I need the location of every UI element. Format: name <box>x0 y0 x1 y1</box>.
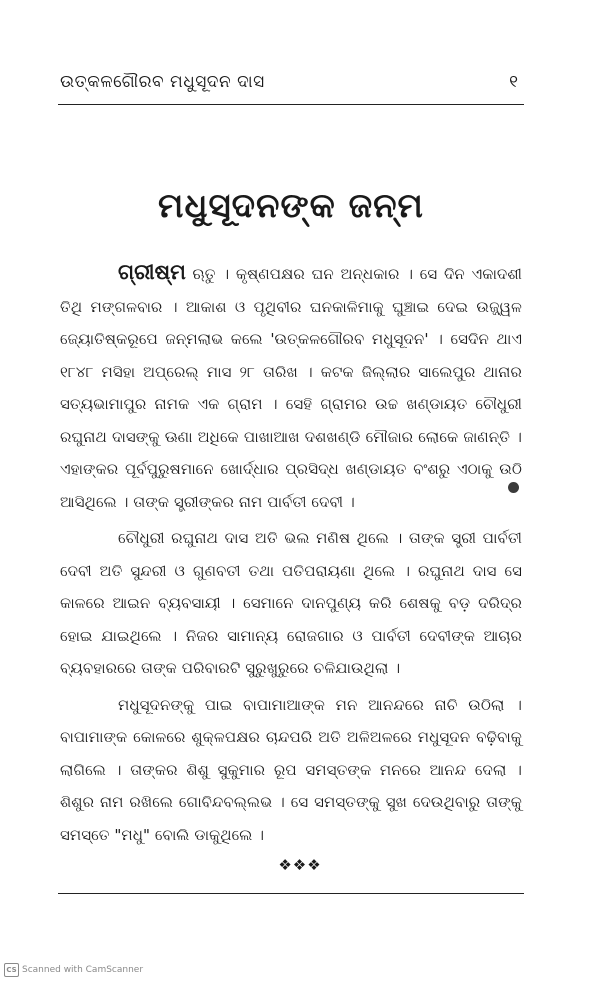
footer-rule <box>58 893 524 894</box>
body-text <box>60 256 522 851</box>
paragraph-text: ଚୌଧୁରୀ ରଘୁନାଥ ଦାସ ଅତି ଭଲ ମଣିଷ ଥିଲେ । ତାଙ୍କ ସ୍ତ୍ରୀ ପାର୍ବତୀ ଦେବୀ ଅତି ସୁନ୍ଦରୀ ଓ ଗୁଣବତୀ ତଥା ପତିପରାୟଣା ଥିଲେ । ରଘୁନାଥ ଦାସ ସେ କାଳରେ ଆଇନ ବ୍ୟବସାୟୀ । ସେମାନେ ଦାନପୁଣ୍ୟ କରି ଶେଷକୁ ବଡ଼ ଦରିଦ୍ର ହୋଇ ଯାଇଥିଲେ । ନିଜର ସାମାନ୍ୟ ରୋଜଗାର ଓ ପାର୍ବତୀ ଦେବୀଙ୍କ ଆଚାର ବ୍ୟବହାରରେ ତାଙ୍କ ପରିବାରଟି ସୁରୁଖୁରୁରେ ଚଳିଯାଉଥିଲା । <box>60 529 522 677</box>
running-title: ଉତ୍କଳଗୌରବ ମଧୁସୂଦନ ଦାସ <box>60 72 265 92</box>
section-ornament: ❖❖❖ <box>278 856 322 874</box>
chapter-title: ମଧୁସୂଦନଙ୍କ ଜନ୍ମ <box>158 186 424 226</box>
paragraph-first-line: ଋତୁ । କୃଷ୍ଣପକ୍ଷର ଘନ ଅନ୍ଧକାର । ସେ ଦିନ ଏକାଦଶୀ ତିଥି <box>60 265 522 316</box>
ink-smudge <box>508 482 519 493</box>
header-rule <box>58 104 524 105</box>
dropcap-word: ଗ୍ରୀଷ୍ମ <box>118 260 186 284</box>
scanner-watermark <box>4 963 143 977</box>
paragraph-text: ମଧୁସୂଦନଙ୍କୁ ପାଇ ବାପାମାଆଙ୍କ ମନ ଆନନ୍ଦରେ ନାଚି ଉଠିଲା । ବାପାମାଙ୍କ କୋଳରେ ଶୁକ୍ଳପକ୍ଷର ଚାନ୍ଦପରି ଅତି ଅଳିଅଳରେ ମଧୁସୂଦନ ବଢ଼ିବାକୁ ଲାଗିଲେ । ତାଙ୍କର ଶିଶୁ ସୁକୁମାର ରୂପ ସମସ୍ତଙ୍କ ମନରେ ଆନନ୍ଦ ଦେଲା । ଶିଶୁର ନାମ ରଖିଲେ ଗୋବିନ୍ଦବଲ୍ଲଭ । ସେ ସମସ୍ତଙ୍କୁ ସୁଖ ଦେଉଥିବାରୁ ତାଙ୍କୁ ସମସ୍ତେ "ମଧୁ" ବୋଲି ଡାକୁଥିଲେ । <box>60 695 522 844</box>
camscanner-logo-icon: CS <box>4 963 19 977</box>
paragraph <box>60 256 522 518</box>
page-number: ୧ <box>509 72 518 92</box>
paragraph <box>60 522 522 685</box>
paragraph-text: ମଙ୍ଗଳବାର । ଆକାଶ ଓ ପୃଥିବୀର ଘନକାଳିମାକୁ ଘୁଞ୍ଚାଇ ଦେଇ ଉଜ୍ଜ୍ୱଳ ଜ୍ୟୋତିଷ୍କରୂପେ ଜନ୍ମଲାଭ କଲେ 'ଉତ୍କଳଗୌରବ ମଧୁସୂଦନ' । ସେଦିନ ଥାଏ ୧୮୪୮ ମସିହା ଅପ୍ରେଲ୍ ମାସ ୨୮ ତାରିଖ । କଟକ ଜିଲ୍ଲାର ସାଲେପୁର ଥାନାର ସତ୍ୟଭାମାପୁର ନାମକ ଏକ ଗ୍ରାମ । ସେହି ଗ୍ରାମର ଉଚ୍ଚ ଖଣ୍ଡାୟତ ଚୌଧୁରୀ ରଘୁନାଥ ଦାସଙ୍କୁ ଊଣା ଅଧିକେ ପାଖାଆଖ ଦଶଖଣ୍ଡି ମୌଜାର ଲୋକେ ଜାଣନ୍ତି । ଏହାଙ୍କର ପୂର୍ବପୁରୁଷମାନେ ଖୋର୍ଦ୍ଧାର ପ୍ରସିଦ୍ଧ ଖଣ୍ଡାୟତ ବଂଶରୁ ଏଠାକୁ ଉଠି ଆସିଥିଲେ । ତାଙ୍କ ସ୍ତ୍ରୀଙ୍କର ନାମ ପାର୍ବତୀ ଦେବୀ । <box>60 297 523 511</box>
watermark-text: Scanned with CamScanner <box>22 965 144 975</box>
paragraph <box>60 689 522 852</box>
running-header <box>60 72 522 98</box>
